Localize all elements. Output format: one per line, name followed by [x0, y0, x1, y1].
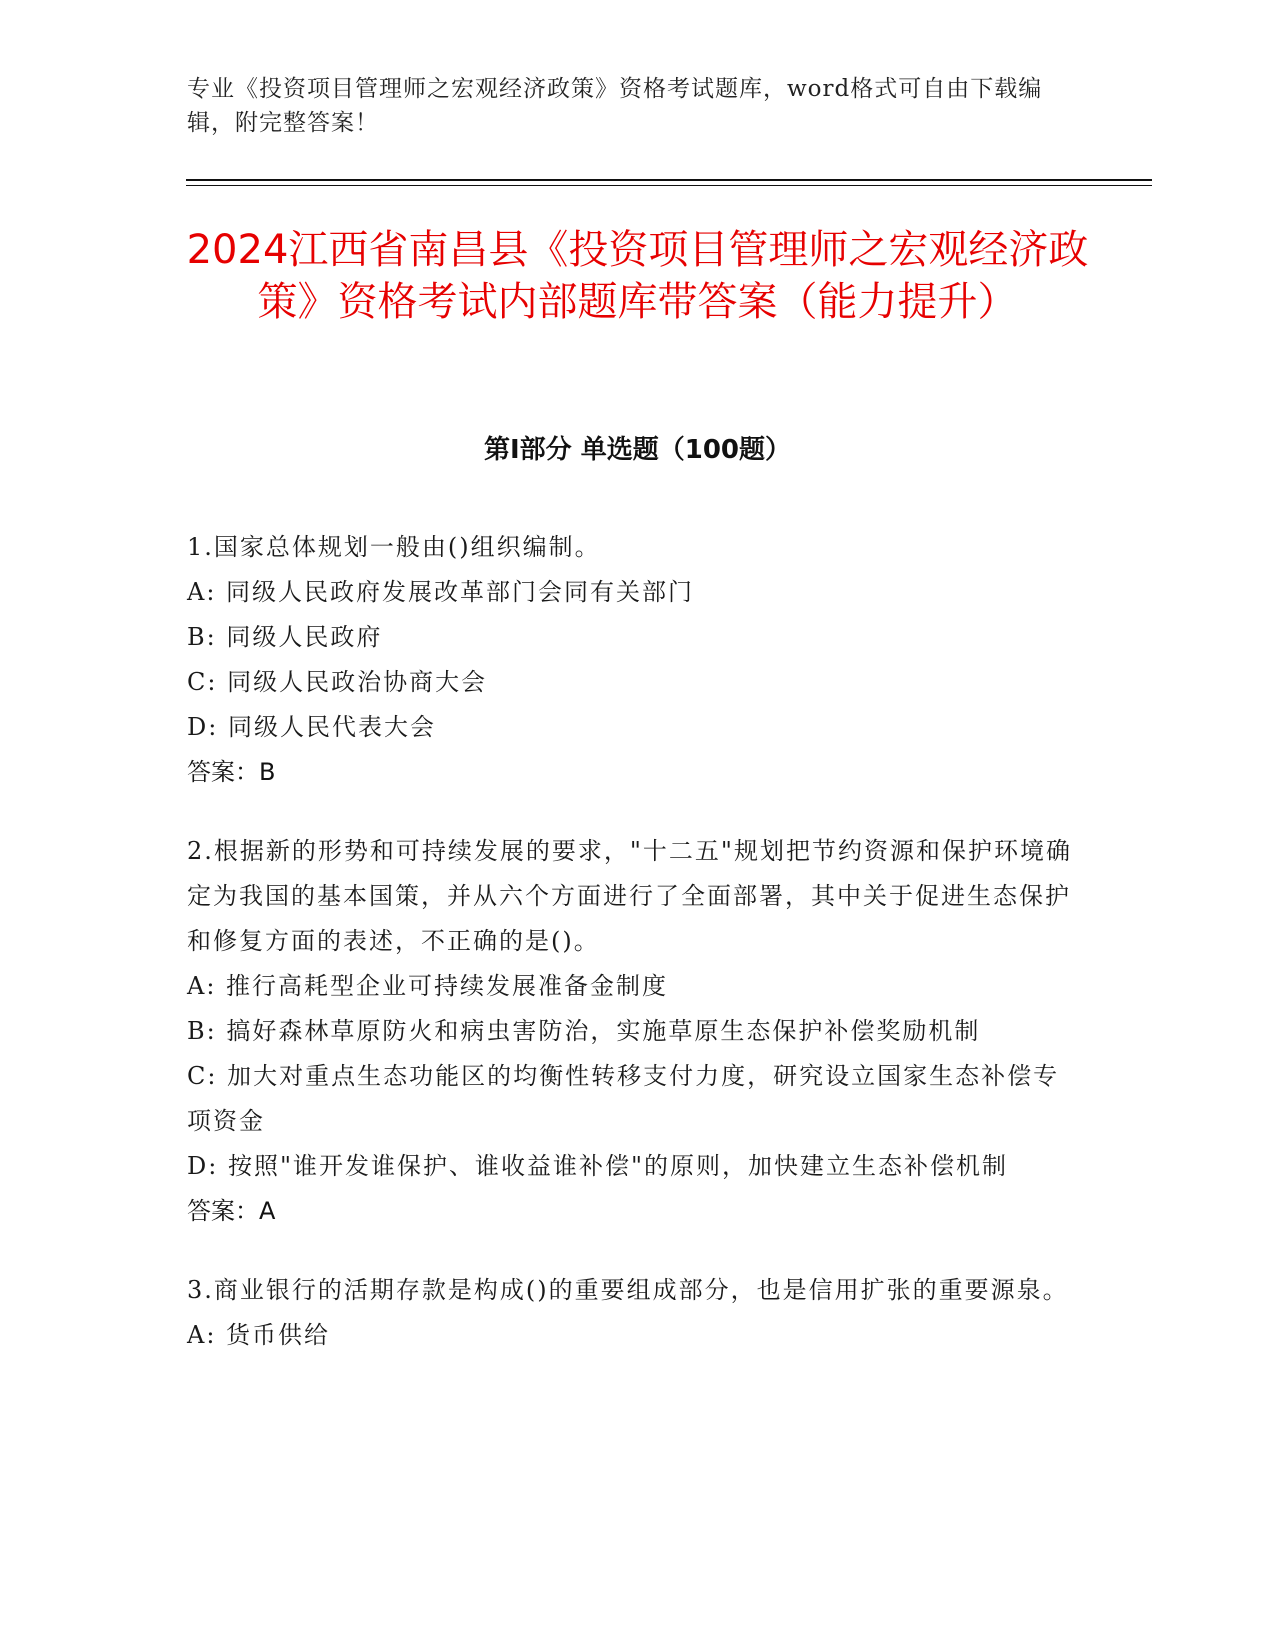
question-2 — [187, 829, 1077, 1234]
answer: 答案：B — [187, 758, 276, 786]
question-stem: 1.国家总体规划一般由()组织编制。 — [187, 533, 601, 561]
question-stem: 3.商业银行的活期存款是构成()的重要组成部分，也是信用扩张的重要源泉。 — [187, 1276, 1069, 1304]
question-1 — [187, 525, 1077, 795]
option-a: A: 同级人民政府发展改革部门会同有关部门 — [187, 578, 695, 606]
option-c: C: 加大对重点生态功能区的均衡性转移支付力度，研究设立国家生态补偿专项资金 — [187, 1062, 1060, 1135]
option-a: A: 推行高耗型企业可持续发展准备金制度 — [187, 972, 669, 1000]
option-b: B: 搞好森林草原防火和病虫害防治，实施草原生态保护补偿奖励机制 — [187, 1017, 981, 1045]
header-rule-thick — [186, 179, 1152, 181]
question-stem: 2.根据新的形势和可持续发展的要求，"十二五"规划把节约资源和保护环境确定为我国的基本国策，并从六个方面进行了全面部署，其中关于促进生态保护和修复方面的表述，不正确的是()。 — [187, 837, 1072, 955]
option-b: B: 同级人民政府 — [187, 623, 383, 651]
header-rule-thin — [186, 185, 1152, 186]
question-list — [187, 525, 1077, 1392]
option-a: A: 货币供给 — [187, 1321, 331, 1349]
option-d: D: 按照"谁开发谁保护、谁收益谁补偿"的原则，加快建立生态补偿机制 — [187, 1152, 1009, 1180]
document-title: 2024江西省南昌县《投资项目管理师之宏观经济政策》资格考试内部题库带答案（能力提升） — [186, 227, 1089, 325]
header-note: 专业《投资项目管理师之宏观经济政策》资格考试题库，word格式可自由下载编辑，附完整答案！ — [187, 76, 1043, 136]
option-c: C: 同级人民政治协商大会 — [187, 668, 488, 696]
option-d: D: 同级人民代表大会 — [187, 713, 436, 741]
section-title: 第I部分 单选题（100题） — [484, 435, 791, 465]
question-3 — [187, 1268, 1077, 1358]
answer: 答案：A — [187, 1197, 276, 1225]
